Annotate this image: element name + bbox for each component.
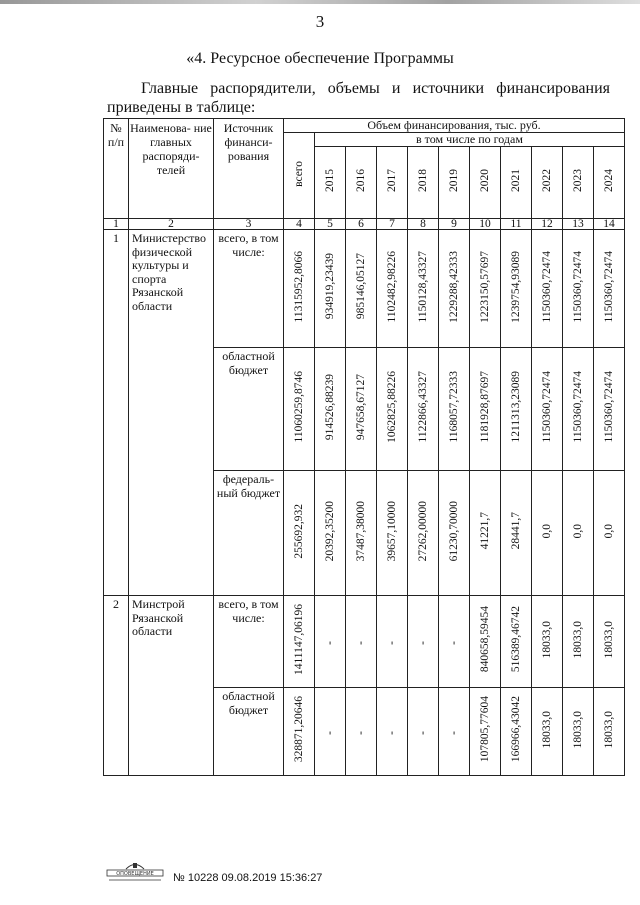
year-value: 20392,35200 xyxy=(315,471,346,596)
year-value: 1150360,72474 xyxy=(563,230,594,348)
year-value: 1168057,72333 xyxy=(439,348,470,471)
year-value: 166966,43042 xyxy=(501,688,532,776)
year-value: 1122866,43327 xyxy=(408,348,439,471)
year-value: - xyxy=(377,596,408,688)
total-value: 328871,20646 xyxy=(284,688,315,776)
header-volume: Объем финансирования, тыс. руб. xyxy=(284,119,625,133)
header-num: № п/п xyxy=(104,119,129,219)
intro-line-1 xyxy=(141,80,610,98)
total-value: 11060259,8746 xyxy=(284,348,315,471)
intro-word: объемы xyxy=(327,80,380,97)
financing-table xyxy=(103,118,625,776)
scan-edge xyxy=(0,0,640,4)
header-by-years: в том числе по годам xyxy=(315,133,625,147)
total-value: 11315952,8066 xyxy=(284,230,315,348)
year-value: - xyxy=(315,688,346,776)
header-year: 2018 xyxy=(408,147,439,219)
year-value: 947658,67127 xyxy=(346,348,377,471)
financing-source: областной бюджет xyxy=(214,688,284,776)
header-year: 2015 xyxy=(315,147,346,219)
year-value: - xyxy=(408,688,439,776)
column-index: 8 xyxy=(408,219,439,230)
year-value: 18033,0 xyxy=(532,688,563,776)
year-value: 1062825,88226 xyxy=(377,348,408,471)
year-value: 1150360,72474 xyxy=(594,348,625,471)
seal-stamp xyxy=(106,861,164,883)
column-index: 6 xyxy=(346,219,377,230)
year-value: 934919,23439 xyxy=(315,230,346,348)
header-year: 2021 xyxy=(501,147,532,219)
page-number: 3 xyxy=(315,12,325,31)
intro-word: финансирования xyxy=(496,80,610,97)
intro-word: и xyxy=(391,80,401,97)
year-value: - xyxy=(377,688,408,776)
year-value: 914526,88239 xyxy=(315,348,346,471)
financing-source: федераль- ный бюджет xyxy=(214,471,284,596)
year-value: 516389,46742 xyxy=(501,596,532,688)
row-number: 1 xyxy=(104,230,129,596)
column-index: 1 xyxy=(104,219,129,230)
column-index: 4 xyxy=(284,219,315,230)
header-name: Наименова- ние главных распоряди- телей xyxy=(129,119,214,219)
year-value: 1239754,93089 xyxy=(501,230,532,348)
year-value: 1102482,98226 xyxy=(377,230,408,348)
total-value: 1411147,06196 xyxy=(284,596,315,688)
column-index: 3 xyxy=(214,219,284,230)
year-value: 0,0 xyxy=(594,471,625,596)
column-index: 14 xyxy=(594,219,625,230)
year-value: - xyxy=(439,596,470,688)
column-index: 2 xyxy=(129,219,214,230)
intro-word: источники xyxy=(412,80,485,97)
intro-line-2: приведены в таблице: xyxy=(107,99,256,116)
document-stamp-footer: № 10228 09.08.2019 15:36:27 xyxy=(173,872,323,884)
table-row xyxy=(104,230,625,348)
year-value: 61230,70000 xyxy=(439,471,470,596)
year-value: 1150360,72474 xyxy=(594,230,625,348)
year-value: 18033,0 xyxy=(594,596,625,688)
year-value: 1150360,72474 xyxy=(532,230,563,348)
column-index: 7 xyxy=(377,219,408,230)
year-value: - xyxy=(439,688,470,776)
header-source: Источник финанси- рования xyxy=(214,119,284,219)
section-heading: «4. Ресурсное обеспечение Программы xyxy=(186,50,454,67)
financing-source: всего, в том числе: xyxy=(214,596,284,688)
header-year: 2022 xyxy=(532,147,563,219)
header-year: 2020 xyxy=(470,147,501,219)
year-value: 840658,59454 xyxy=(470,596,501,688)
year-value: - xyxy=(346,688,377,776)
financing-source: всего, в том числе: xyxy=(214,230,284,348)
column-index: 13 xyxy=(563,219,594,230)
intro-word: Главные xyxy=(141,80,199,97)
year-value: 1150360,72474 xyxy=(532,348,563,471)
year-value: 28441,7 xyxy=(501,471,532,596)
distributor-name: Министерство физической культуры и спорта Рязанской области xyxy=(129,230,214,596)
year-value: - xyxy=(408,596,439,688)
intro-word: распорядители, xyxy=(210,80,316,97)
year-value: 18033,0 xyxy=(563,596,594,688)
year-value: 39657,10000 xyxy=(377,471,408,596)
column-index: 9 xyxy=(439,219,470,230)
year-value: 0,0 xyxy=(563,471,594,596)
column-index: 11 xyxy=(501,219,532,230)
distributor-name: Минстрой Рязанской области xyxy=(129,596,214,776)
year-value: 1223150,57697 xyxy=(470,230,501,348)
year-value: 0,0 xyxy=(532,471,563,596)
financing-source: областной бюджет xyxy=(214,348,284,471)
year-value: 1150360,72474 xyxy=(563,348,594,471)
year-value: - xyxy=(315,596,346,688)
header-year: 2016 xyxy=(346,147,377,219)
year-value: 41221,7 xyxy=(470,471,501,596)
row-number: 2 xyxy=(104,596,129,776)
year-value: - xyxy=(346,596,377,688)
year-value: 18033,0 xyxy=(563,688,594,776)
year-value: 107805,77604 xyxy=(470,688,501,776)
column-index: 5 xyxy=(315,219,346,230)
year-value: 1229288,42333 xyxy=(439,230,470,348)
year-value: 27262,00000 xyxy=(408,471,439,596)
header-year: 2024 xyxy=(594,147,625,219)
svg-text:ОПОВЕЩЕНИЕ: ОПОВЕЩЕНИЕ xyxy=(116,871,154,877)
year-value: 1211313,23089 xyxy=(501,348,532,471)
year-value: 1181928,87697 xyxy=(470,348,501,471)
header-year: 2017 xyxy=(377,147,408,219)
year-value: 37487,38000 xyxy=(346,471,377,596)
table-row xyxy=(104,596,625,688)
header-year: 2023 xyxy=(563,147,594,219)
header-total: всего xyxy=(284,133,315,219)
year-value: 18033,0 xyxy=(532,596,563,688)
column-index: 10 xyxy=(470,219,501,230)
column-index: 12 xyxy=(532,219,563,230)
total-value: 255692,932 xyxy=(284,471,315,596)
year-value: 1150128,43327 xyxy=(408,230,439,348)
year-value: 18033,0 xyxy=(594,688,625,776)
header-year: 2019 xyxy=(439,147,470,219)
year-value: 985146,05127 xyxy=(346,230,377,348)
